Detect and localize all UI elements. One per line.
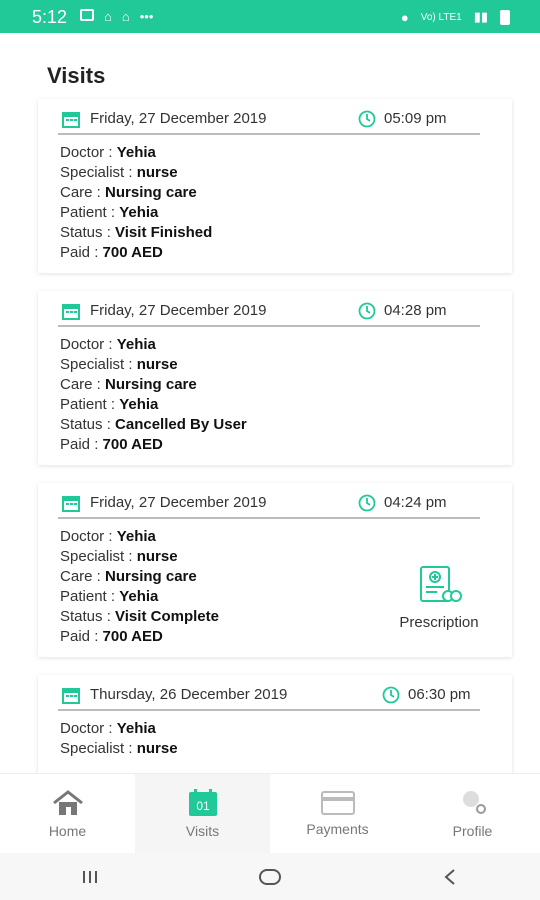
- nav-visits-label: Visits: [185, 823, 220, 839]
- nav-payments-label: Payments: [306, 821, 369, 837]
- visit-card-header: [58, 301, 480, 327]
- doctor-value: Yehia: [116, 528, 156, 545]
- back-button[interactable]: [430, 862, 470, 892]
- network-label: Vo) LTE1: [420, 11, 462, 23]
- specialist-label: Specialist :: [60, 356, 137, 373]
- status-value: Cancelled By User: [115, 416, 247, 433]
- nav-visits[interactable]: [135, 774, 270, 854]
- patient-label: Patient :: [60, 588, 120, 605]
- status-label: Status :: [60, 416, 116, 433]
- calendar-icon: [62, 303, 80, 320]
- doctor-value: Yehia: [116, 144, 156, 161]
- visit-date: Friday, 27 December 2019: [90, 494, 267, 511]
- care-value: Nursing care: [105, 184, 197, 201]
- doctor-label: Doctor :: [60, 336, 117, 353]
- clock-icon: [358, 110, 376, 128]
- nav-payments[interactable]: [270, 774, 405, 854]
- visit-card-header: [58, 109, 480, 135]
- care-label: Care :: [60, 184, 106, 201]
- visit-time: 05:09 pm: [384, 110, 447, 127]
- clock-icon: [358, 302, 376, 320]
- signal-icon: ▮▮: [473, 9, 488, 24]
- visit-details: [60, 719, 178, 759]
- visit-date: Friday, 27 December 2019: [90, 110, 267, 127]
- home-system-button[interactable]: [250, 862, 290, 892]
- paid-label: Paid :: [60, 244, 103, 261]
- status-value: Visit Finished: [115, 224, 213, 241]
- recent-apps-button[interactable]: [70, 862, 110, 892]
- user-settings-icon: [456, 789, 490, 817]
- patient-value: Yehia: [119, 204, 159, 221]
- doctor-label: Doctor :: [60, 720, 117, 737]
- status-label: Status :: [60, 224, 116, 241]
- doctor-label: Doctor :: [60, 528, 117, 545]
- notification-icons: [80, 9, 153, 24]
- calendar-icon: [62, 111, 80, 128]
- battery-icon: [500, 10, 510, 25]
- visit-card[interactable]: [38, 675, 512, 773]
- calendar-icon: [62, 687, 80, 704]
- home-circle-icon: [258, 868, 282, 886]
- visit-date: Friday, 27 December 2019: [90, 302, 267, 319]
- specialist-value: nurse: [136, 548, 178, 565]
- image-notification-icon: [80, 9, 94, 21]
- specialist-label: Specialist :: [60, 164, 137, 181]
- visit-card[interactable]: [38, 483, 512, 657]
- paid-label: Paid :: [60, 436, 103, 453]
- paid-label: Paid :: [60, 628, 103, 645]
- prescription-label: Prescription: [399, 614, 479, 631]
- calendar-icon: [188, 789, 218, 817]
- home-icon: [51, 789, 85, 817]
- visit-time: 06:30 pm: [408, 686, 471, 703]
- more-notifications-icon: •••: [139, 9, 154, 24]
- visit-card-header: [58, 685, 480, 711]
- specialist-label: Specialist :: [60, 548, 137, 565]
- specialist-value: nurse: [136, 740, 178, 757]
- back-arrow-icon: [442, 868, 458, 886]
- care-value: Nursing care: [105, 376, 197, 393]
- specialist-label: Specialist :: [60, 740, 137, 757]
- care-label: Care :: [60, 376, 106, 393]
- doctor-value: Yehia: [116, 336, 156, 353]
- clock-icon: [358, 494, 376, 512]
- care-value: Nursing care: [105, 568, 197, 585]
- visit-time: 04:28 pm: [384, 302, 447, 319]
- credit-card-icon: [321, 791, 355, 815]
- visit-card-header: [58, 493, 480, 519]
- specialist-value: nurse: [136, 356, 178, 373]
- paid-value: 700 AED: [102, 436, 163, 453]
- doctor-label: Doctor :: [60, 144, 117, 161]
- clock-icon: [382, 686, 400, 704]
- patient-label: Patient :: [60, 204, 120, 221]
- status-value: Visit Complete: [115, 608, 219, 625]
- nav-profile[interactable]: [405, 774, 540, 854]
- patient-label: Patient :: [60, 396, 120, 413]
- status-label: Status :: [60, 608, 116, 625]
- status-time: 5:12: [32, 7, 68, 27]
- paid-value: 700 AED: [102, 628, 163, 645]
- nav-home[interactable]: [0, 774, 135, 854]
- care-label: Care :: [60, 568, 106, 585]
- visits-list-screen[interactable]: [0, 33, 540, 773]
- visit-details: [60, 527, 219, 647]
- visit-card[interactable]: [38, 99, 512, 273]
- system-icons: [401, 9, 510, 25]
- prescription-icon: [415, 565, 463, 605]
- nav-visits-icon-text: 01: [195, 799, 210, 813]
- page-title: Visits: [47, 63, 106, 88]
- nav-home-label: Home: [48, 823, 87, 839]
- calendar-icon: [62, 495, 80, 512]
- visit-time: 04:24 pm: [384, 494, 447, 511]
- recent-apps-icon: [80, 869, 100, 885]
- visit-details: [60, 143, 212, 263]
- visit-card[interactable]: [38, 291, 512, 465]
- status-bar: [0, 0, 540, 33]
- paid-value: 700 AED: [102, 244, 163, 261]
- visit-date: Thursday, 26 December 2019: [90, 686, 288, 703]
- patient-value: Yehia: [119, 396, 159, 413]
- location-icon: ●: [400, 9, 409, 25]
- prescription-button[interactable]: [384, 565, 494, 631]
- app-notification-icon-2: ⌂: [121, 9, 130, 24]
- nav-profile-label: Profile: [452, 823, 493, 839]
- patient-value: Yehia: [119, 588, 159, 605]
- bottom-navigation: [0, 773, 540, 854]
- specialist-value: nurse: [136, 164, 178, 181]
- doctor-value: Yehia: [116, 720, 156, 737]
- app-notification-icon: ⌂: [104, 9, 112, 24]
- visit-details: [60, 335, 247, 455]
- system-navigation-bar: [0, 853, 540, 900]
